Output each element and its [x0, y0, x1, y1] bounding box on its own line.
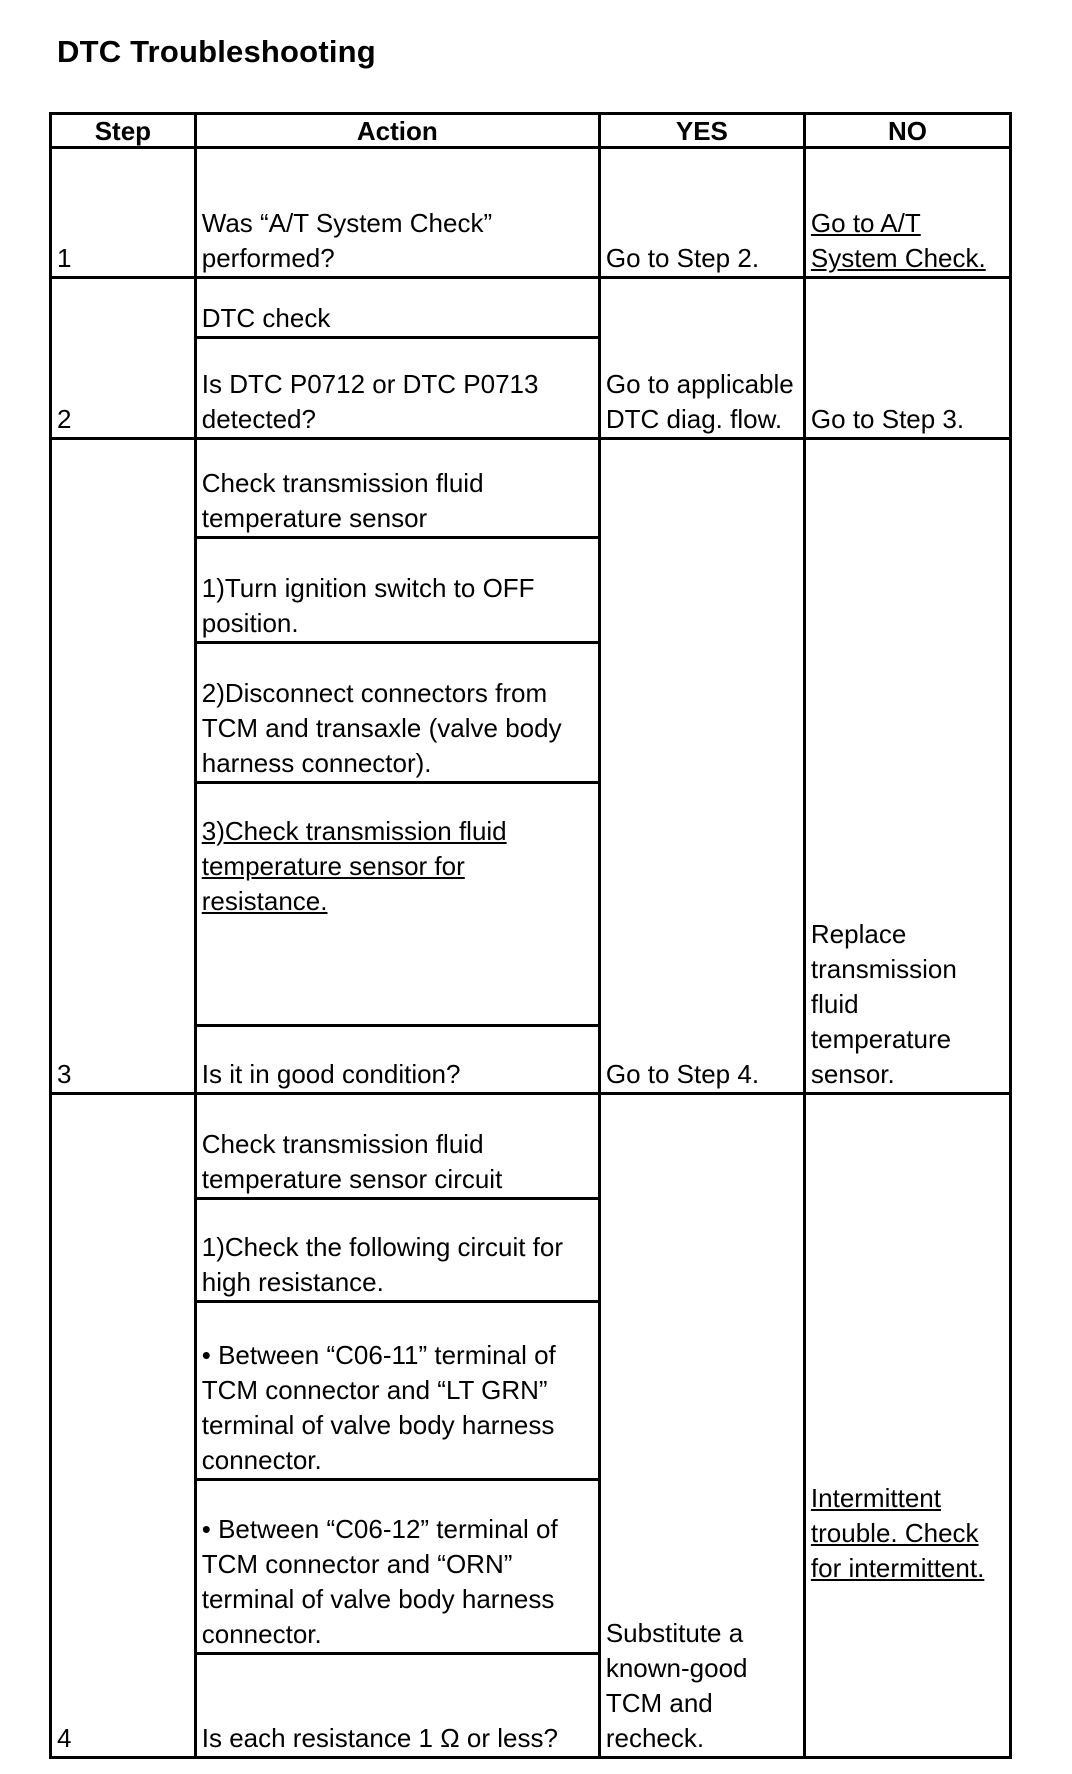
- troubleshooting-table: [49, 112, 1012, 1759]
- action-text: 2)Disconnect connectors from TCM and transaxle (valve body harness connector).: [195, 643, 599, 783]
- resistance-check-link[interactable]: 3)Check transmission fluid temperature sensor for resistance.: [201, 816, 507, 916]
- action-text: • Between “C06-11” terminal of TCM connector and “LT GRN” terminal of valve body harness connector.: [195, 1302, 599, 1480]
- table-row: [51, 278, 1011, 338]
- page-title: DTC Troubleshooting: [57, 34, 376, 69]
- table-row: [51, 439, 1011, 538]
- header-yes: YES: [599, 114, 804, 148]
- yes-result: Substitute a known-good TCM and recheck.: [599, 1094, 804, 1758]
- no-result: Go to Step 3.: [804, 278, 1010, 439]
- step-number: 3: [51, 439, 196, 1094]
- action-text: 1)Turn ignition switch to OFF position.: [195, 538, 599, 643]
- action-text: [195, 783, 599, 1026]
- action-text: 1)Check the following circuit for high resistance.: [195, 1199, 599, 1302]
- step-number: 1: [51, 148, 196, 278]
- no-result: Replace transmission fluid temperature sensor.: [804, 439, 1010, 1094]
- no-result: [804, 1094, 1010, 1758]
- yes-result: Go to Step 4.: [599, 439, 804, 1094]
- yes-result: Go to Step 2.: [599, 148, 804, 278]
- header-action: Action: [195, 114, 599, 148]
- yes-result: Go to applicable DTC diag. flow.: [599, 278, 804, 439]
- action-text: Is it in good condition?: [195, 1026, 599, 1094]
- action-text: Check transmission fluid temperature sensor: [195, 439, 599, 538]
- table-row: [51, 148, 1011, 278]
- action-text: DTC check: [195, 278, 599, 338]
- table-header-row: [51, 114, 1011, 148]
- header-no: NO: [804, 114, 1010, 148]
- action-text: Was “A/T System Check” performed?: [195, 148, 599, 278]
- action-text: • Between “C06-12” terminal of TCM connector and “ORN” terminal of valve body harness connector.: [195, 1480, 599, 1654]
- step-number: 4: [51, 1094, 196, 1758]
- no-result-link[interactable]: Intermittent trouble. Check for intermittent.: [810, 1483, 985, 1583]
- step-number: 2: [51, 278, 196, 439]
- table-row: [51, 1094, 1011, 1199]
- no-result: [804, 148, 1010, 278]
- action-text: Is DTC P0712 or DTC P0713 detected?: [195, 338, 599, 439]
- action-text: Check transmission fluid temperature sensor circuit: [195, 1094, 599, 1199]
- action-text: Is each resistance 1 Ω or less?: [195, 1654, 599, 1758]
- header-step: Step: [51, 114, 196, 148]
- no-result-link[interactable]: Go to A/T System Check.: [810, 208, 986, 273]
